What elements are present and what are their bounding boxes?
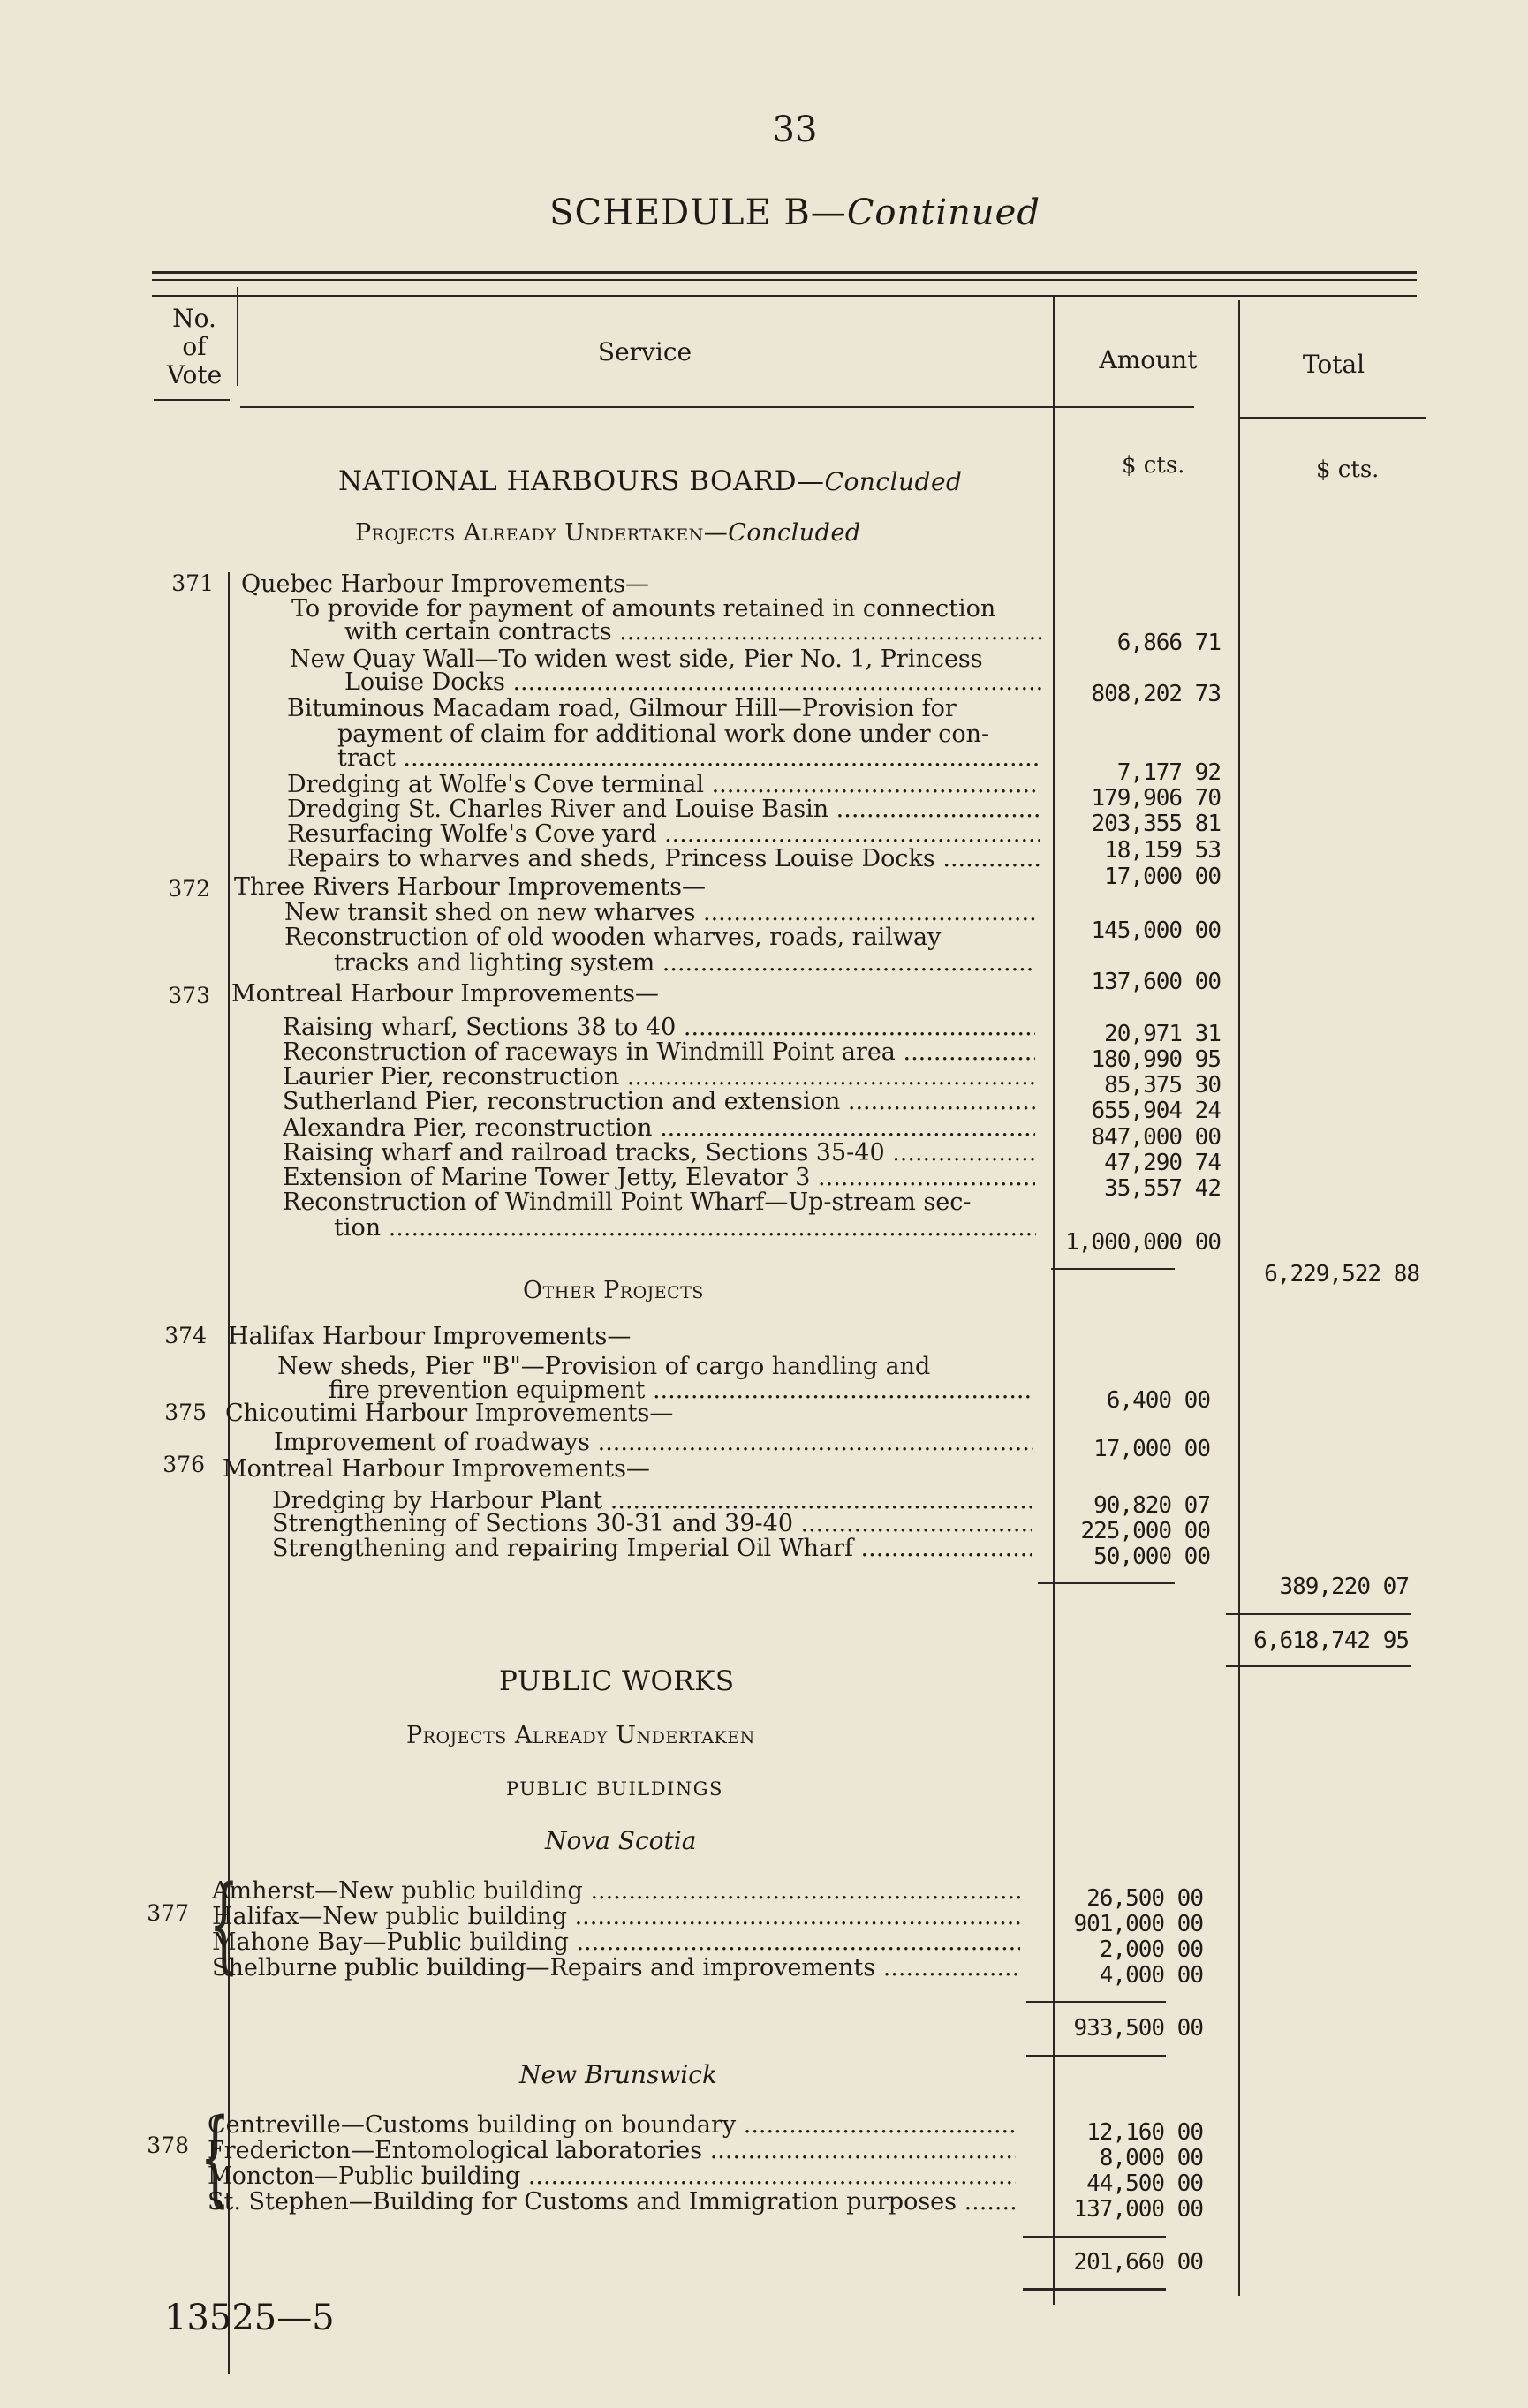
amount-value: 6,400 00 — [1106, 1387, 1210, 1414]
top-rule-3 — [152, 295, 1417, 297]
service-line: Raising wharf and railroad tracks, Sections 35-40 ..... — [283, 1139, 1035, 1166]
header-rule-total — [1240, 417, 1426, 419]
amount-value: 1,000,000 00 — [1065, 1229, 1221, 1256]
service-line: tract ..... — [337, 744, 1040, 772]
service-line: Centreville—Customs building on boundary ..... — [208, 2111, 1016, 2139]
amount-value: 20,971 31 — [1104, 1021, 1221, 1047]
service-line: St. Stephen—Building for Customs and Immigration purposes ..... — [208, 2188, 1016, 2216]
vote-number: 376 — [163, 1452, 205, 1477]
amount-value: 901,000 00 — [1073, 1911, 1203, 1937]
service-line: Mahone Bay—Public building ..... — [212, 1929, 1020, 1956]
amount-value: 17,000 00 — [1104, 864, 1221, 890]
service-heading: Three Rivers Harbour Improvements— — [234, 873, 706, 901]
service-line: payment of claim for additional work done under con- — [337, 721, 990, 748]
subtotal-rule — [1051, 1268, 1175, 1270]
subtotal-rule — [1023, 2288, 1166, 2291]
header-rule-vote — [154, 399, 230, 401]
subtotal-value: 933,500 00 — [1073, 2015, 1203, 2042]
service-line: New transit shed on new wharves ..... — [284, 899, 1037, 926]
section-subtitle-nhb: Projects Already Undertaken—Concluded — [355, 519, 861, 547]
service-line: Resurfacing Wolfe's Cove yard ..... — [287, 820, 1040, 848]
vote-number: 378 — [147, 2132, 189, 2158]
service-line: tracks and lighting system ..... — [334, 949, 1036, 977]
amount-value: 655,904 24 — [1091, 1098, 1221, 1124]
header-service: Service — [597, 337, 692, 366]
amount-value: 203,355 81 — [1091, 811, 1221, 837]
service-line: New Quay Wall—To widen west side, Pier No. 1, Princess — [290, 645, 983, 673]
amount-value: 8,000 00 — [1099, 2145, 1203, 2171]
service-line: Reconstruction of raceways in Windmill Point area ..... — [283, 1038, 1035, 1066]
service-line: Strengthening of Sections 30-31 and 39-40 ..... — [272, 1510, 1032, 1537]
service-heading: Halifax Harbour Improvements— — [228, 1323, 632, 1350]
amount-value: 26,500 00 — [1086, 1885, 1203, 1912]
amount-value: 180,990 95 — [1091, 1046, 1221, 1073]
vote-number: 377 — [147, 1900, 189, 1926]
vote-number: 375 — [164, 1400, 207, 1425]
service-line: New sheds, Pier "B"—Provision of cargo handling and — [277, 1353, 931, 1380]
vote-number: 371 — [171, 570, 214, 596]
service-line: Strengthening and repairing Imperial Oil Wharf ..... — [272, 1535, 1032, 1562]
service-heading: Montreal Harbour Improvements— — [231, 980, 659, 1008]
amount-value: 17,000 00 — [1093, 1436, 1210, 1462]
amount-value: 7,177 92 — [1116, 759, 1221, 786]
section-subtitle-public-works: Projects Already Undertaken — [406, 1722, 755, 1749]
amount-value: 137,600 00 — [1091, 969, 1221, 995]
service-line: Sutherland Pier, reconstruction and extension ..... — [283, 1088, 1035, 1115]
service-line: To provide for payment of amounts retained in connection — [291, 595, 996, 623]
total-value: 6,229,522 88 — [1264, 1261, 1419, 1287]
header-total: Total — [1302, 350, 1365, 379]
service-line: Bituminous Macadam road, Gilmour Hill—Provision for — [287, 695, 957, 722]
service-line: Fredericton—Entomological laboratories ..... — [208, 2137, 1016, 2164]
schedule-title: SCHEDULE B—Continued — [549, 192, 1040, 233]
section-title-nhb: NATIONAL HARBOURS BOARD—Concluded — [338, 465, 963, 497]
header-amount: Amount — [1099, 345, 1198, 374]
amount-value: 44,500 00 — [1086, 2170, 1203, 2197]
col-divider-amount — [1053, 296, 1055, 2305]
subtotal-rule — [1023, 2236, 1166, 2238]
service-line: Improvement of roadways ..... — [274, 1429, 1033, 1456]
service-heading: Montreal Harbour Improvements— — [223, 1455, 650, 1483]
service-line: Halifax—New public building ..... — [212, 1903, 1020, 1930]
subtotal-rule — [1038, 1582, 1175, 1584]
col-divider-total — [1238, 300, 1240, 2296]
top-rule-2 — [152, 279, 1417, 281]
service-line: Louise Docks ..... — [344, 668, 1042, 696]
header-no-of-vote: No. of Vote — [166, 304, 223, 389]
service-line: Repairs to wharves and sheds, Princess Louise Docks ..... — [287, 845, 1040, 872]
amount-value: 12,160 00 — [1086, 2119, 1203, 2146]
amount-value: 18,159 53 — [1104, 837, 1221, 864]
service-line: tion ..... — [334, 1214, 1036, 1242]
amount-value: 847,000 00 — [1091, 1124, 1221, 1151]
service-line: with certain contracts ..... — [344, 618, 1042, 645]
section-subtitle-public-buildings: PUBLIC BUILDINGS — [506, 1778, 723, 1800]
amount-value: 35,557 42 — [1104, 1175, 1221, 1202]
total-value: 389,220 07 — [1279, 1574, 1409, 1600]
amount-value: 47,290 74 — [1104, 1150, 1221, 1176]
vote-number: 374 — [164, 1323, 207, 1348]
section-title-public-works: PUBLIC WORKS — [499, 1665, 735, 1697]
subtotal-rule — [1026, 2001, 1166, 2003]
amount-value: 85,375 30 — [1104, 1072, 1221, 1098]
amount-value: 808,202 73 — [1091, 681, 1221, 707]
total-rule — [1226, 1613, 1411, 1615]
service-line: Shelburne public building—Repairs and improvements ..... — [212, 1954, 1020, 1982]
total-units: $ cts. — [1316, 457, 1380, 483]
province-heading-nova-scotia: Nova Scotia — [545, 1826, 697, 1855]
header-rule-service — [240, 406, 1194, 408]
service-line: Laurier Pier, reconstruction ..... — [283, 1063, 1035, 1091]
service-line: Reconstruction of Windmill Point Wharf—Up-stream sec- — [283, 1189, 972, 1216]
top-rule-1 — [152, 271, 1417, 274]
vote-brace: { — [208, 1862, 239, 1984]
service-line: Raising wharf, Sections 38 to 40 ..... — [283, 1014, 1035, 1041]
amount-value: 6,866 71 — [1116, 630, 1221, 656]
amount-value: 90,820 07 — [1093, 1492, 1210, 1519]
service-line: Dredging at Wolfe's Cove terminal ..... — [287, 771, 1040, 798]
service-line: Amherst—New public building ..... — [212, 1877, 1020, 1905]
amount-value: 2,000 00 — [1099, 1936, 1203, 1963]
amount-value: 50,000 00 — [1093, 1544, 1210, 1570]
service-line: Alexandra Pier, reconstruction ..... — [283, 1114, 1035, 1142]
province-heading-new-brunswick: New Brunswick — [519, 2060, 717, 2089]
amount-value: 145,000 00 — [1091, 917, 1221, 944]
service-heading: Chicoutimi Harbour Improvements— — [225, 1400, 674, 1427]
amount-value: 225,000 00 — [1080, 1518, 1210, 1544]
service-line: Dredging St. Charles River and Louise Basin ..... — [287, 796, 1040, 823]
section-subtitle-other-projects: Other Projects — [523, 1277, 704, 1304]
footer-print-code: 13525—5 — [164, 2298, 335, 2338]
subtotal-rule — [1026, 2055, 1166, 2057]
total-rule — [1226, 1665, 1411, 1667]
service-line: Moncton—Public building ..... — [208, 2163, 1016, 2190]
service-heading: Quebec Harbour Improvements— — [241, 570, 650, 598]
amount-value: 179,906 70 — [1091, 785, 1221, 811]
amount-units: $ cts. — [1122, 452, 1185, 479]
grand-total-value: 6,618,742 95 — [1253, 1627, 1409, 1654]
page-number: 33 — [772, 109, 818, 150]
amount-value: 137,000 00 — [1073, 2196, 1203, 2223]
service-line: Extension of Marine Tower Jetty, Elevator 3 ..... — [283, 1164, 1035, 1191]
vote-number: 372 — [168, 876, 210, 902]
service-line: Dredging by Harbour Plant ..... — [272, 1487, 1032, 1514]
amount-value: 4,000 00 — [1099, 1962, 1203, 1989]
service-line: Reconstruction of old wooden wharves, roads, railway — [284, 924, 942, 951]
vote-brace: { — [200, 2095, 231, 2217]
subtotal-value: 201,660 00 — [1073, 2249, 1203, 2276]
vote-number: 373 — [168, 983, 210, 1008]
service-line: fire prevention equipment ..... — [329, 1377, 1031, 1404]
